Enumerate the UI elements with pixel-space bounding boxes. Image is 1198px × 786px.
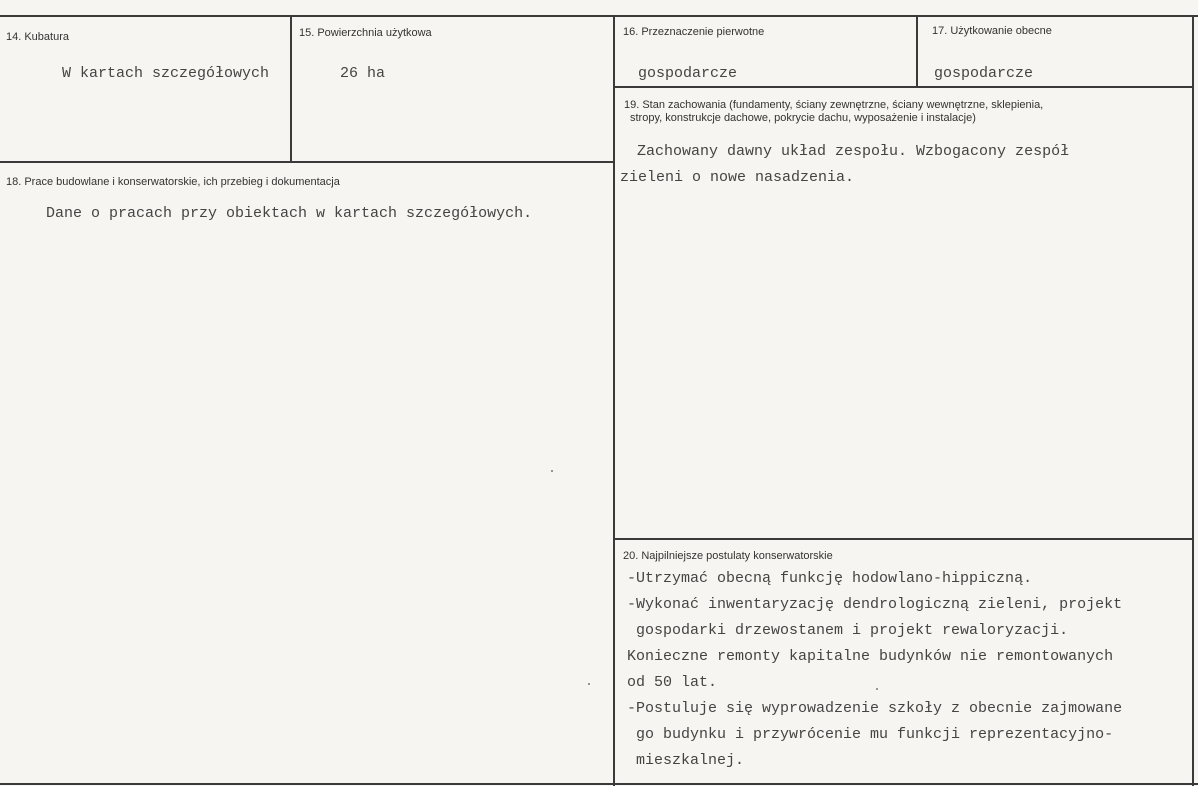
paper-speck (588, 683, 590, 685)
divider-14-15 (290, 16, 292, 162)
divider-16-17 (916, 16, 918, 86)
field-14-label: 14. Kubatura (6, 31, 69, 43)
field-20-line: -Wykonać inwentaryzację dendrologiczną zieleni, projekt (627, 596, 1123, 613)
field-16-value: gospodarcze (638, 65, 738, 82)
rule-under-14-15 (0, 161, 614, 163)
field-19-label-line2: stropy, konstrukcje dachowe, pokrycie dachu, wyposażenie i instalacje) (630, 112, 976, 124)
field-20-line: gospodarki drzewostanem i projekt rewaloryzacji. (627, 622, 1069, 639)
paper-speck (551, 470, 553, 472)
field-15-label: 15. Powierzchnia użytkowa (299, 27, 432, 39)
paper-speck (876, 688, 878, 690)
field-20-label: 20. Najpilniejsze postulaty konserwatorskie (623, 550, 833, 562)
field-20-line: mieszkalnej. (627, 752, 745, 769)
field-20-line: -Utrzymać obecną funkcję hodowlano-hippiczną. (627, 570, 1033, 587)
field-19-line: Zachowany dawny układ zespołu. Wzbogacony zespół (637, 143, 1070, 160)
field-18-label: 18. Prace budowlane i konserwatorskie, ich przebieg i dokumentacja (6, 176, 340, 188)
field-19-line: zieleni o nowe nasadzenia. (620, 169, 855, 186)
field-17-label: 17. Użytkowanie obecne (932, 25, 1052, 37)
field-20-line: od 50 lat. (627, 674, 718, 691)
divider-right-edge (1192, 16, 1194, 786)
field-20-line: Konieczne remonty kapitalne budynków nie remontowanych (627, 648, 1114, 665)
top-rule (0, 15, 1198, 17)
divider-main (613, 16, 615, 786)
field-16-label: 16. Przeznaczenie pierwotne (623, 26, 765, 38)
field-18-value: Dane o pracach przy obiektach w kartach szczegółowych. (46, 205, 533, 222)
bottom-rule (0, 783, 1198, 785)
field-20-line: go budynku i przywrócenie mu funkcji reprezentacyjno- (627, 726, 1114, 743)
field-15-value: 26 ha (340, 65, 386, 82)
rule-under-19 (614, 538, 1194, 540)
field-19-label-line1: 19. Stan zachowania (fundamenty, ściany zewnętrzne, ściany wewnętrzne, sklepienia, (624, 99, 1044, 111)
field-17-value: gospodarcze (934, 65, 1034, 82)
field-19-text (620, 139, 1069, 191)
field-14-value: W kartach szczegółowych (62, 65, 270, 82)
field-20-text (627, 566, 1192, 774)
field-20-line: -Postuluje się wyprowadzenie szkoły z obecnie zajmowane (627, 700, 1123, 717)
